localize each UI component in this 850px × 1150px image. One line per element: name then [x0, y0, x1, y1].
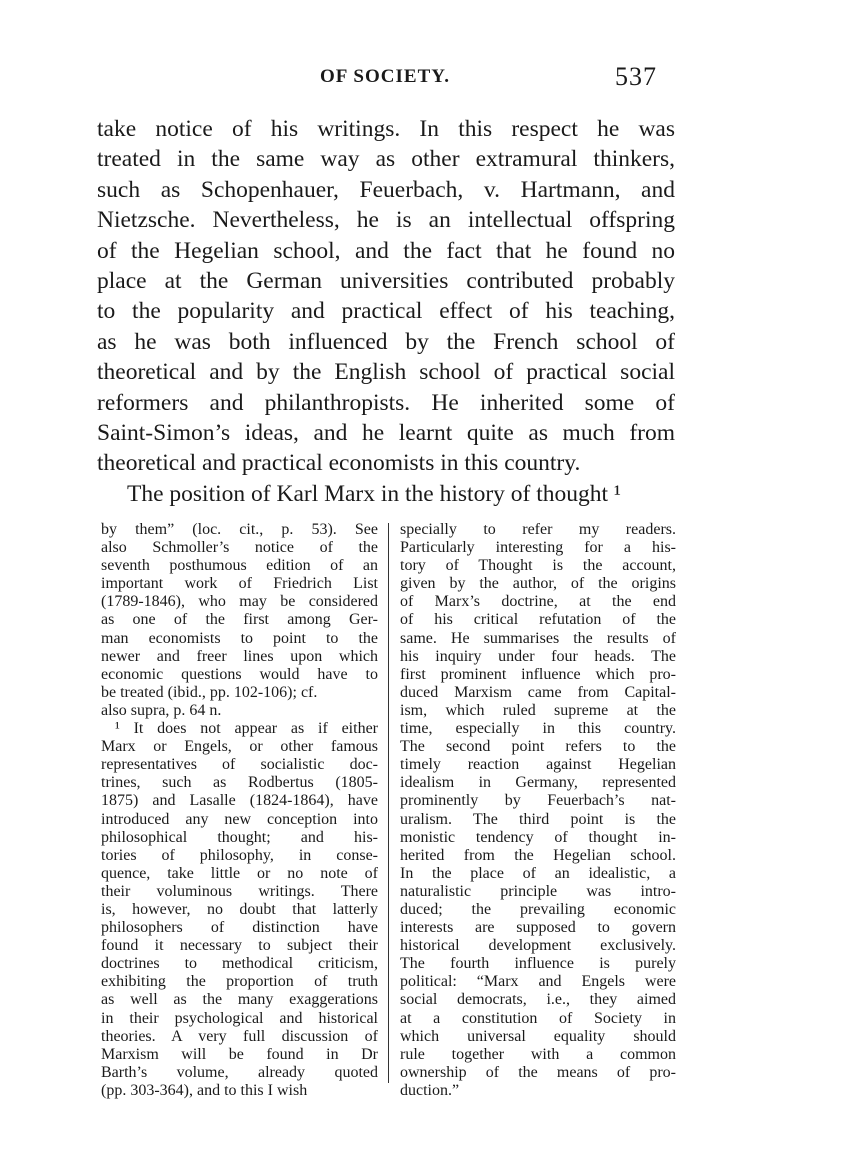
- footnote-line: tory of Thought is the account,: [400, 557, 676, 575]
- footnote-line: ism, which ruled supreme at the: [400, 701, 676, 719]
- footnote-line: first prominent influence which pro-: [400, 665, 676, 683]
- page-number: 537: [615, 62, 657, 91]
- footnote-line: social democrats, i.e., they aimed: [400, 991, 676, 1009]
- running-head: [0, 62, 850, 100]
- footnote-line: which universal equality should: [400, 1027, 676, 1045]
- footnote-line: is, however, no doubt that latterly: [101, 900, 378, 918]
- footnote-line: herited from the Hegelian school.: [400, 846, 676, 864]
- footnote-line: duced Marxism came from Capital-: [400, 683, 676, 701]
- footnote-line: 1875) and Lasalle (1824-1864), have: [101, 792, 378, 810]
- body-text-line: place at the German universities contributed probably: [97, 267, 675, 294]
- body-text-line: such as Schopenhauer, Feuerbach, v. Hartmann, and: [97, 176, 675, 203]
- footnote-line: economic questions would have to: [101, 665, 378, 683]
- footnote-line: at a constitution of Society in: [400, 1009, 676, 1027]
- body-text-line: theoretical and practical economists in this country.: [97, 450, 581, 477]
- footnote-line: representatives of socialistic doc-: [101, 756, 378, 774]
- footnote-line: trines, such as Rodbertus (1805-: [101, 774, 378, 792]
- footnote-line: found it necessary to subject their: [101, 937, 378, 955]
- footnote-line: their voluminous writings. There: [101, 882, 378, 900]
- footnotes: [101, 521, 677, 1099]
- footnote-line: in their psychological and historical: [101, 1009, 378, 1027]
- footnote-line: quence, take little or no note of: [101, 864, 378, 882]
- footnote-line: political: “Marx and Engels were: [400, 973, 676, 991]
- footnote-line: interests are supposed to govern: [400, 919, 676, 937]
- footnote-line: uralism. The third point is the: [400, 810, 676, 828]
- footnote-line: of Marx’s doctrine, at the end: [400, 593, 676, 611]
- footnote-line: of his critical refutation of the: [400, 611, 676, 629]
- footnote-line: ¹ It does not appear as if either: [115, 720, 378, 738]
- main-text: [97, 114, 675, 509]
- footnote-line: duced; the prevailing economic: [400, 900, 676, 918]
- footnote-line: specially to refer my readers.: [400, 521, 676, 538]
- footnote-line: rule together with a common: [400, 1045, 676, 1063]
- footnote-line: as one of the first among Ger-: [101, 611, 378, 629]
- footnote-line: introduced any new conception into: [101, 810, 378, 828]
- footnote-column-left: [101, 521, 378, 1100]
- body-text-line: reformers and philanthropists. He inherited some of: [97, 389, 675, 416]
- footnote-line: Barth’s volume, already quoted: [101, 1063, 378, 1081]
- footnote-line: Marx or Engels, or other famous: [101, 738, 378, 756]
- footnote-line: newer and freer lines upon which: [101, 647, 378, 665]
- footnote-line: In the place of an idealistic, a: [400, 864, 676, 882]
- body-text-line: The position of Karl Marx in the history of thought ¹: [127, 480, 621, 507]
- footnote-line: (pp. 303-364), and to this I wish: [101, 1081, 308, 1099]
- footnote-line: his inquiry under four heads. The: [400, 647, 676, 665]
- footnote-line: historical development exclusively.: [400, 937, 676, 955]
- footnote-line: timely reaction against Hegelian: [400, 756, 676, 774]
- footnote-line: by them” (loc. cit., p. 53). See: [101, 521, 378, 538]
- body-text-line: Nietzsche. Nevertheless, he is an intellectual offspring: [97, 207, 675, 234]
- footnote-line: given by the author, of the origins: [400, 575, 676, 593]
- body-text-line: to the popularity and practical effect of his teaching,: [97, 298, 675, 325]
- footnote-line: tories of philosophy, in conse-: [101, 846, 378, 864]
- body-text-line: theoretical and by the English school of practical social: [97, 359, 675, 386]
- footnote-line: theories. A very full discussion of: [101, 1027, 378, 1045]
- footnote-line: philosophical thought; and his-: [101, 828, 378, 846]
- footnote-line: as well as the many exaggerations: [101, 991, 378, 1009]
- footnote-line: philosophers of distinction have: [101, 919, 378, 937]
- footnote-line: also supra, p. 64 n.: [101, 701, 222, 719]
- footnote-line: duction.”: [400, 1081, 460, 1099]
- footnote-line: same. He summarises the results of: [400, 629, 676, 647]
- footnote-line: also Schmoller’s notice of the: [101, 539, 378, 557]
- body-text-line: treated in the same way as other extramural thinkers,: [97, 146, 675, 173]
- footnote-line: exhibiting the proportion of truth: [101, 973, 378, 991]
- footnote-line: idealism in Germany, represented: [400, 774, 676, 792]
- footnote-column-right: [400, 521, 676, 1100]
- column-divider: [388, 523, 389, 1083]
- footnote-line: seventh posthumous edition of an: [101, 557, 378, 575]
- footnote-line: ownership of the means of pro-: [400, 1063, 676, 1081]
- footnote-line: prominently by Feuerbach’s nat-: [400, 792, 676, 810]
- footnote-line: The fourth influence is purely: [400, 955, 676, 973]
- footnote-line: important work of Friedrich List: [101, 575, 378, 593]
- body-text-line: Saint-Simon’s ideas, and he learnt quite as much from: [97, 419, 675, 446]
- footnote-line: Particularly interesting for a his-: [400, 539, 676, 557]
- footnote-line: be treated (ibid., pp. 102-106); cf.: [101, 683, 318, 701]
- footnote-line: man economists to point to the: [101, 629, 378, 647]
- footnote-line: (1789-1846), who may be considered: [101, 593, 378, 611]
- footnote-line: Marxism will be found in Dr: [101, 1045, 378, 1063]
- body-text-line: as he was both influenced by the French school of: [97, 328, 675, 355]
- body-text-line: of the Hegelian school, and the fact that he found no: [97, 237, 675, 264]
- body-text-line: take notice of his writings. In this respect he was: [97, 116, 675, 142]
- footnote-line: doctrines to methodical criticism,: [101, 955, 378, 973]
- footnote-line: time, especially in this country.: [400, 720, 676, 738]
- footnote-line: The second point refers to the: [400, 738, 676, 756]
- footnote-line: naturalistic principle was intro-: [400, 882, 676, 900]
- footnote-line: monistic tendency of thought in-: [400, 828, 676, 846]
- running-title: OF SOCIETY.: [320, 66, 450, 87]
